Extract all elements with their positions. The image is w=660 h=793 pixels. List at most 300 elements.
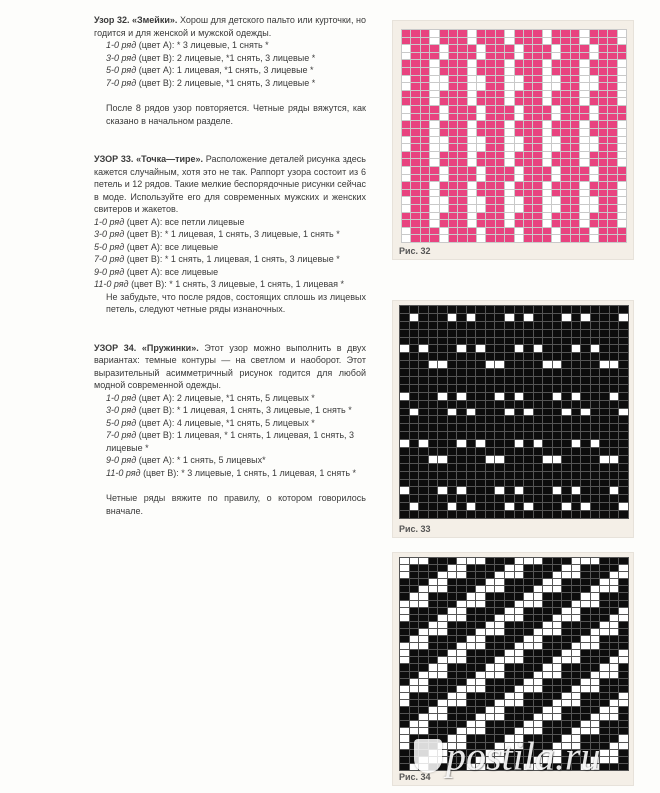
chart-cell: [419, 693, 428, 699]
chart-cell: [438, 377, 447, 384]
chart-cell: [618, 129, 626, 136]
chart-cell: [467, 572, 476, 578]
chart-cell: [438, 345, 447, 352]
chart-cell: [505, 721, 514, 727]
chart-cell: [429, 657, 438, 663]
chart-cell: [553, 480, 562, 487]
chart-cell: [608, 220, 616, 227]
chart-cell: [410, 579, 419, 585]
chart-cell: [580, 91, 588, 98]
chart-cell: [495, 385, 504, 392]
chart-cell: [430, 68, 438, 75]
chart-cell: [458, 76, 466, 83]
chart-cell: [429, 672, 438, 678]
chart-cell: [600, 306, 609, 313]
chart-cell: [400, 361, 409, 368]
chart-cell: [561, 106, 569, 113]
chart-cell: [515, 409, 524, 416]
chart-cell: [562, 601, 571, 607]
chart-cell: [449, 167, 457, 174]
row-text: (цвет А): 1 лицевая, *1 снять, 3 лицевые *: [138, 65, 314, 75]
chart-cell: [438, 464, 447, 471]
chart-cell: [457, 615, 466, 621]
chart-cell: [524, 472, 533, 479]
chart-cell: [515, 322, 524, 329]
chart-cell: [561, 213, 569, 220]
chart-cell: [610, 385, 619, 392]
chart-cell: [543, 152, 551, 159]
chart-cell: [448, 495, 457, 502]
pattern-33-title: УЗОР 33. «Точка—тире».: [94, 154, 204, 164]
chart-cell: [457, 693, 466, 699]
chart-cell: [496, 220, 504, 227]
chart-cell: [419, 338, 428, 345]
chart-cell: [562, 672, 571, 678]
chart-cell: [572, 679, 581, 685]
chart-cell: [476, 686, 485, 692]
chart-cell: [524, 664, 533, 670]
chart-cell: [572, 432, 581, 439]
chart-cell: [448, 456, 457, 463]
chart-cell: [440, 98, 448, 105]
chart-cell: [400, 757, 409, 763]
chart-cell: [486, 565, 495, 571]
chart-cell: [410, 643, 419, 649]
chart-cell: [476, 495, 485, 502]
chart-cell: [495, 330, 504, 337]
chart-cell: [402, 197, 410, 204]
chart-cell: [448, 721, 457, 727]
chart-cell: [477, 228, 485, 235]
chart-cell: [495, 377, 504, 384]
pattern-34: [94, 342, 366, 518]
chart-cell: [400, 353, 409, 360]
chart-cell: [572, 664, 581, 670]
chart-cell: [543, 167, 551, 174]
chart-cell: [505, 700, 514, 706]
chart-cell: [562, 622, 571, 628]
pattern-34-title: УЗОР 34. «Пружинки».: [94, 342, 199, 353]
chart-cell: [571, 220, 579, 227]
chart-cell: [400, 448, 409, 455]
chart-cell: [610, 615, 619, 621]
chart-cell: [438, 565, 447, 571]
chart-cell: [438, 424, 447, 431]
instruction-row: [106, 52, 366, 65]
chart-cell: [476, 432, 485, 439]
chart-cell: [448, 322, 457, 329]
chart-cell: [440, 137, 448, 144]
chart-cell: [448, 593, 457, 599]
chart-cell: [496, 106, 504, 113]
chart-cell: [477, 137, 485, 144]
chart-cell: [562, 629, 571, 635]
chart-cell: [590, 197, 598, 204]
chart-cell: [524, 190, 532, 197]
chart-cell: [505, 480, 514, 487]
chart-cell: [543, 432, 552, 439]
chart-cell: [572, 721, 581, 727]
chart-cell: [457, 330, 466, 337]
chart-cell: [468, 197, 476, 204]
chart-cell: [561, 235, 569, 242]
chart-cell: [468, 68, 476, 75]
chart-cell: [505, 657, 514, 663]
chart-cell: [486, 629, 495, 635]
chart-cell: [477, 60, 485, 67]
chart-cell: [476, 511, 485, 518]
chart-cell: [580, 205, 588, 212]
chart-cell: [467, 480, 476, 487]
chart-cell: [438, 572, 447, 578]
chart-cell: [581, 330, 590, 337]
chart-cell: [543, 664, 552, 670]
chart-cell: [543, 129, 551, 136]
chart-cell: [458, 190, 466, 197]
pattern-33-desc: Расположение деталей рисунка здесь кажется случайным, хотя это не так. Раппорт узора состоит из 6 петель и 12 рядов. Такие мелкие беспорядочные рисунки сейчас в моде. Используйте его для современных мужских и женских свитеров и жакетов.: [94, 154, 366, 214]
chart-cell: [468, 228, 476, 235]
chart-cell: [562, 306, 571, 313]
chart-cell: [580, 235, 588, 242]
chart-cell: [561, 152, 569, 159]
chart-cell: [590, 98, 598, 105]
chart-cell: [486, 167, 494, 174]
chart-cell: [553, 322, 562, 329]
pattern-33-note: Не забудьте, что после рядов, состоящих сплошь из лицевых петель, следуют четные ряды изнаночных.: [106, 291, 366, 314]
chart-cell: [543, 377, 552, 384]
chart-cell: [610, 657, 619, 663]
chart-cell: [468, 190, 476, 197]
chart-cell: [411, 182, 419, 189]
chart-cell: [590, 167, 598, 174]
chart-cell: [429, 586, 438, 592]
chart-cell: [495, 416, 504, 423]
chart-cell: [438, 369, 447, 376]
chart-cell: [599, 38, 607, 45]
chart-cell: [402, 98, 410, 105]
chart-cell: [438, 495, 447, 502]
chart-cell: [458, 106, 466, 113]
chart-cell: [591, 586, 600, 592]
chart-cell: [600, 593, 609, 599]
chart-cell: [449, 83, 457, 90]
chart-cell: [410, 700, 419, 706]
chart-cell: [486, 608, 495, 614]
chart-cell: [599, 228, 607, 235]
chart-cell: [553, 686, 562, 692]
chart-cell: [543, 608, 552, 614]
chart-cell: [580, 228, 588, 235]
chart-cell: [553, 622, 562, 628]
chart-cell: [400, 764, 409, 770]
chart-cell: [430, 159, 438, 166]
chart-cell: [430, 91, 438, 98]
chart-cell: [486, 657, 495, 663]
chart-cell: [458, 213, 466, 220]
chart-cell: [410, 558, 419, 564]
chart-cell: [571, 45, 579, 52]
chart-cell: [543, 416, 552, 423]
chart-cell: [457, 464, 466, 471]
chart-cell: [467, 495, 476, 502]
chart-cell: [449, 60, 457, 67]
chart-cell: [467, 432, 476, 439]
chart-cell: [457, 487, 466, 494]
chart-cell: [477, 76, 485, 83]
chart-cell: [495, 495, 504, 502]
instruction-row: [106, 392, 366, 405]
chart-cell: [486, 152, 494, 159]
chart-cell: [534, 686, 543, 692]
chart-cell: [571, 182, 579, 189]
chart-cell: [543, 503, 552, 510]
chart-cell: [486, 137, 494, 144]
chart-cell: [543, 409, 552, 416]
chart-cell: [618, 167, 626, 174]
chart-cell: [467, 369, 476, 376]
chart-cell: [429, 495, 438, 502]
chart-cell: [534, 393, 543, 400]
chart-cell: [571, 114, 579, 121]
chart-cell: [496, 182, 504, 189]
chart-cell: [543, 601, 552, 607]
row-number: 1-0 ряд: [94, 216, 125, 227]
chart-cell: [524, 306, 533, 313]
chart-cell: [572, 393, 581, 400]
chart-cell: [467, 306, 476, 313]
chart-cell: [591, 636, 600, 642]
chart-cell: [515, 714, 524, 720]
chart-cell: [524, 197, 532, 204]
chart-cell: [581, 615, 590, 621]
chart-cell: [599, 30, 607, 37]
chart-cell: [618, 182, 626, 189]
chart-cell: [448, 686, 457, 692]
chart-cell: [534, 643, 543, 649]
chart-cell: [449, 91, 457, 98]
chart-cell: [543, 137, 551, 144]
chart-cell: [599, 220, 607, 227]
chart-cell: [610, 369, 619, 376]
chart-cell: [599, 190, 607, 197]
chart-cell: [429, 686, 438, 692]
chart-cell: [552, 30, 560, 37]
chart-cell: [495, 338, 504, 345]
chart-cell: [458, 38, 466, 45]
chart-cell: [410, 416, 419, 423]
chart-cell: [581, 369, 590, 376]
chart-cell: [619, 593, 628, 599]
chart-cell: [467, 345, 476, 352]
chart-cell: [448, 650, 457, 656]
chart-cell: [438, 700, 447, 706]
chart-cell: [486, 91, 494, 98]
chart-cell: [618, 197, 626, 204]
chart-cell: [515, 558, 524, 564]
chart-cell: [505, 76, 513, 83]
chart-cell: [580, 197, 588, 204]
chart-cell: [515, 440, 524, 447]
chart-cell: [457, 361, 466, 368]
chart-cell: [429, 393, 438, 400]
chart-cell: [610, 495, 619, 502]
chart-cell: [505, 714, 514, 720]
chart-cell: [581, 314, 590, 321]
chart-cell: [410, 432, 419, 439]
chart-cell: [468, 182, 476, 189]
chart-cell: [429, 464, 438, 471]
chart-cell: [400, 495, 409, 502]
instruction-row: [94, 266, 366, 279]
chart-cell: [495, 700, 504, 706]
chart-cell: [581, 672, 590, 678]
chart-cell: [590, 190, 598, 197]
chart-cell: [515, 593, 524, 599]
chart-cell: [457, 401, 466, 408]
figure-33: [392, 300, 634, 538]
chart-cell: [553, 393, 562, 400]
chart-cell: [476, 448, 485, 455]
chart-cell: [477, 182, 485, 189]
chart-cell: [543, 586, 552, 592]
chart-cell: [591, 456, 600, 463]
chart-cell: [561, 159, 569, 166]
chart-cell: [534, 361, 543, 368]
chart-cell: [599, 197, 607, 204]
chart-cell: [476, 345, 485, 352]
chart-cell: [438, 679, 447, 685]
chart-cell: [467, 714, 476, 720]
chart-cell: [533, 137, 541, 144]
chart-cell: [610, 330, 619, 337]
chart-cell: [608, 167, 616, 174]
chart-cell: [438, 353, 447, 360]
chart-cell: [553, 409, 562, 416]
chart-cell: [400, 480, 409, 487]
chart-cell: [610, 700, 619, 706]
chart-cell: [429, 615, 438, 621]
chart-cell: [571, 197, 579, 204]
chart-cell: [581, 495, 590, 502]
chart-cell: [571, 152, 579, 159]
chart-cell: [467, 700, 476, 706]
chart-cell: [457, 657, 466, 663]
chart-cell: [505, 114, 513, 121]
chart-cell: [619, 345, 628, 352]
chart-cell: [430, 197, 438, 204]
chart-cell: [524, 205, 532, 212]
chart-cell: [515, 586, 524, 592]
row-number: 3-0 ряд: [94, 229, 125, 239]
chart-cell: [467, 657, 476, 663]
chart-cell: [467, 322, 476, 329]
chart-cell: [515, 76, 523, 83]
chart-cell: [448, 330, 457, 337]
chart-cell: [468, 91, 476, 98]
chart-cell: [619, 456, 628, 463]
chart-cell: [477, 190, 485, 197]
chart-cell: [515, 679, 524, 685]
chart-cell: [600, 686, 609, 692]
chart-cell: [572, 657, 581, 663]
chart-cell: [429, 480, 438, 487]
chart-cell: [486, 144, 494, 151]
chart-cell: [400, 565, 409, 571]
chart-cell: [600, 679, 609, 685]
chart-cell: [580, 129, 588, 136]
chart-cell: [581, 322, 590, 329]
chart-cell: [476, 650, 485, 656]
chart-cell: [440, 159, 448, 166]
chart-cell: [590, 152, 598, 159]
chart-cell: [496, 98, 504, 105]
chart-cell: [411, 175, 419, 182]
chart-cell: [619, 385, 628, 392]
chart-cell: [581, 664, 590, 670]
chart-cell: [430, 83, 438, 90]
chart-cell: [524, 45, 532, 52]
chart-cell: [411, 144, 419, 151]
chart-cell: [599, 45, 607, 52]
chart-cell: [524, 686, 533, 692]
chart-cell: [580, 76, 588, 83]
chart-cell: [505, 152, 513, 159]
chart-cell: [552, 235, 560, 242]
chart-cell: [571, 213, 579, 220]
chart-cell: [562, 345, 571, 352]
chart-cell: [515, 338, 524, 345]
chart-cell: [600, 440, 609, 447]
chart-cell: [496, 144, 504, 151]
chart-cell: [553, 432, 562, 439]
chart-cell: [618, 114, 626, 121]
chart-cell: [457, 503, 466, 510]
chart-cell: [419, 385, 428, 392]
chart-cell: [515, 480, 524, 487]
pattern-32-desc: Хорош для детского пальто или курточки, но годится и для женской и мужской одежды.: [94, 15, 366, 38]
chart-cell: [580, 152, 588, 159]
chart-cell: [600, 664, 609, 670]
chart-cell: [402, 159, 410, 166]
chart-cell: [477, 129, 485, 136]
chart-cell: [590, 68, 598, 75]
chart-cell: [515, 190, 523, 197]
chart-cell: [476, 714, 485, 720]
instruction-row: [94, 278, 366, 291]
chart-cell: [600, 503, 609, 510]
chart-cell: [515, 306, 524, 313]
chart-cell: [402, 106, 410, 113]
chart-cell: [486, 495, 495, 502]
chart-cell: [599, 152, 607, 159]
chart-cell: [400, 440, 409, 447]
chart-cell: [608, 106, 616, 113]
chart-cell: [572, 593, 581, 599]
chart-cell: [486, 601, 495, 607]
chart-cell: [543, 456, 552, 463]
chart-cell: [457, 409, 466, 416]
chart-cell: [600, 721, 609, 727]
chart-cell: [440, 152, 448, 159]
chart-cell: [534, 622, 543, 628]
chart-cell: [468, 76, 476, 83]
chart-cell: [467, 643, 476, 649]
chart-cell: [562, 700, 571, 706]
chart-cell: [515, 622, 524, 628]
chart-cell: [591, 330, 600, 337]
chart-cell: [411, 53, 419, 60]
pattern-32: [94, 14, 366, 127]
